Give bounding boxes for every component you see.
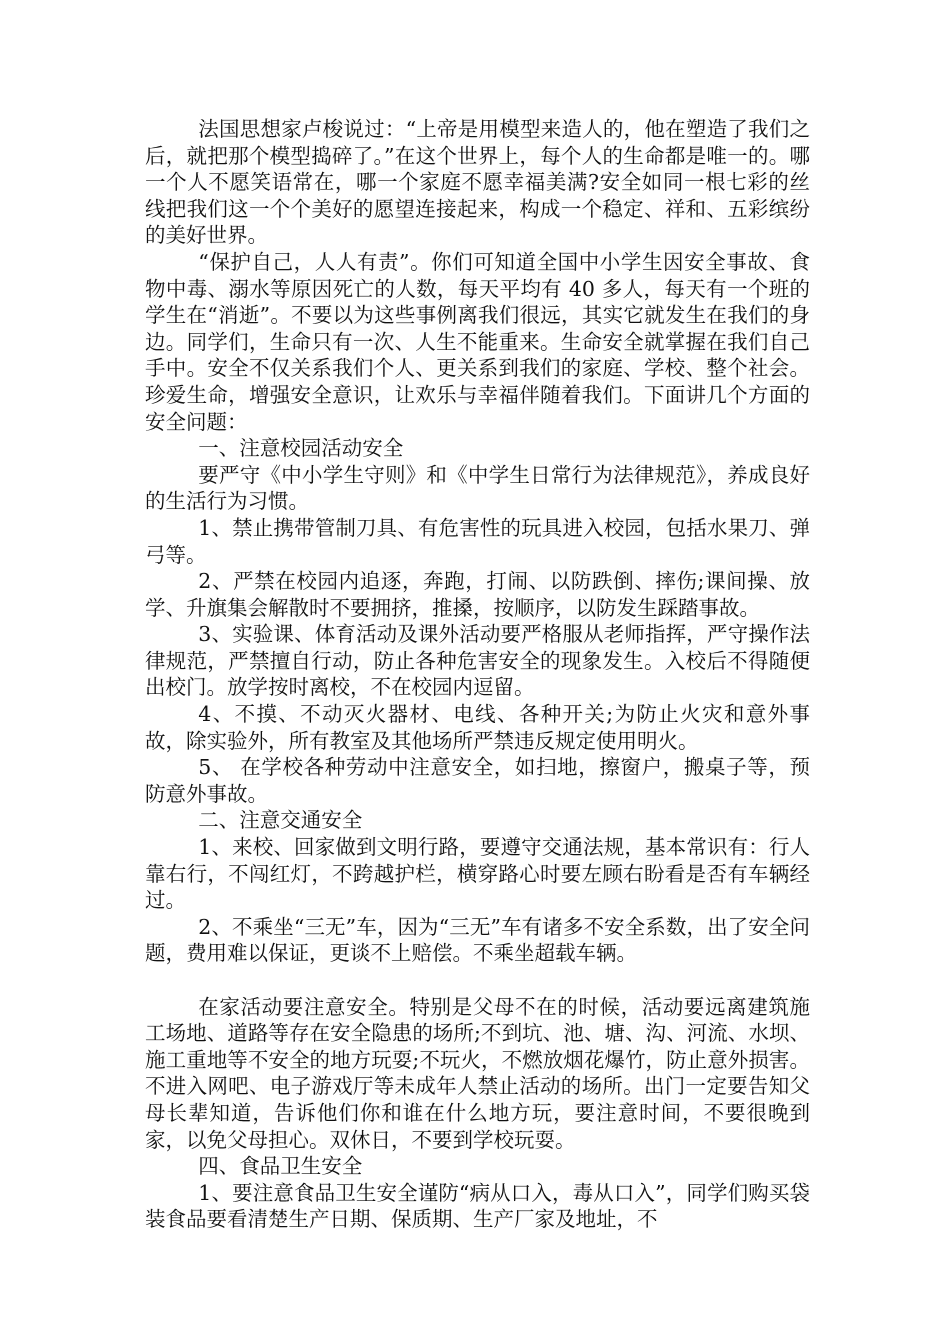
- heading-food-safety: 四、食品卫生安全: [198, 1154, 363, 1179]
- list-item-campus-5: 5、 在学校各种劳动中注意安全，如扫地，擦窗户，搬桌子等，预防意外事故。: [145, 755, 810, 806]
- list-item-food-1: 1、要注意食品卫生安全谨防“病从口入，毒从口入”，同学们购买袋装食品要看清楚生产日期、保质期、生产厂家及地址，不: [145, 1180, 810, 1232]
- document-page: [145, 116, 810, 1233]
- list-item-campus-3: 3、实验课、体育活动及课外活动要严格服从老师指挥，严守操作法律规范，严禁擅自行动，防止各种危害安全的现象发生。入校后不得随便出校门。放学按时离校，不在校园内逗留。: [145, 622, 810, 700]
- blank-line: [145, 967, 810, 994]
- paragraph-intro-rousseau: 法国思想家卢梭说过：“上帝是用模型来造人的，他在塑造了我们之后，就把那个模型捣碎了。”在这个世界上，每个人的生命都是唯一的。哪一个人不愿笑语常在，哪一个家庭不愿幸福美满?安全如同一根七彩的丝线把我们这一个个美好的愿望连接起来，构成一个稳定、祥和、五彩缤纷的美好世界。: [145, 117, 810, 248]
- list-item-traffic-2: 2、不乘坐“三无”车，因为“三无”车有诸多不安全系数，出了安全问题，费用难以保证，更谈不上赔偿。不乘坐超载车辆。: [145, 914, 810, 966]
- list-item-campus-2: 2、严禁在校园内追逐，奔跑，打闹、以防跌倒、摔伤;课间操、放学、升旗集会解散时不要拥挤，推搡，按顺序，以防发生踩踏事故。: [145, 569, 810, 620]
- heading-traffic-safety: 二、注意交通安全: [198, 808, 363, 833]
- paragraph-home-safety: 在家活动要注意安全。特别是父母不在的时候，活动要远离建筑施工场地、道路等存在安全隐患的场所;不到坑、池、塘、沟、河流、水坝、施工重地等不安全的地方玩耍;不玩火，不燃放烟花爆竹，防止意外损害。不进入网吧、电子游戏厅等未成年人禁止活动的场所。出门一定要告知父母长辈知道，告诉他们你和谁在什么地方玩，要注意时间，不要很晚到家，以免父母担心。双休日，不要到学校玩耍。: [145, 994, 810, 1152]
- list-item-campus-1: 1、禁止携带管制刀具、有危害性的玩具进入校园，包括水果刀、弹弓等。: [145, 515, 810, 567]
- paragraph-protect-yourself: “保护自己，人人有责”。你们可知道全国中小学生因安全事故、食物中毒、溺水等原因死亡的人数，每天平均有 40 多人，每天有一个班的学生在“消逝”。不要以为这些事例离我们很远，其实它就发生在我们的身边。同学们，生命只有一次、人生不能重来。生命安全就掌握在我们自己手中。安全不仅关系我们个人、更关系到我们的家庭、学校、整个社会。珍爱生命，增强安全意识，让欢乐与幸福伴随着我们。下面讲几个方面的安全问题：: [145, 249, 810, 434]
- paragraph-school-rules: 要严守《中小学生守则》和《中学生日常行为法律规范》，养成良好的生活行为习惯。: [145, 462, 810, 514]
- heading-campus-safety: 一、注意校园活动安全: [198, 436, 404, 461]
- list-item-traffic-1: 1、来校、回家做到文明行路，要遵守交通法规，基本常识有：行人靠右行，不闯红灯，不跨越护栏，横穿路心时要左顾右盼看是否有车辆经过。: [145, 835, 810, 913]
- list-item-campus-4: 4、不摸、不动灭火器材、电线、各种开关;为防止火灾和意外事故，除实验外，所有教室及其他场所严禁违反规定使用明火。: [145, 702, 810, 753]
